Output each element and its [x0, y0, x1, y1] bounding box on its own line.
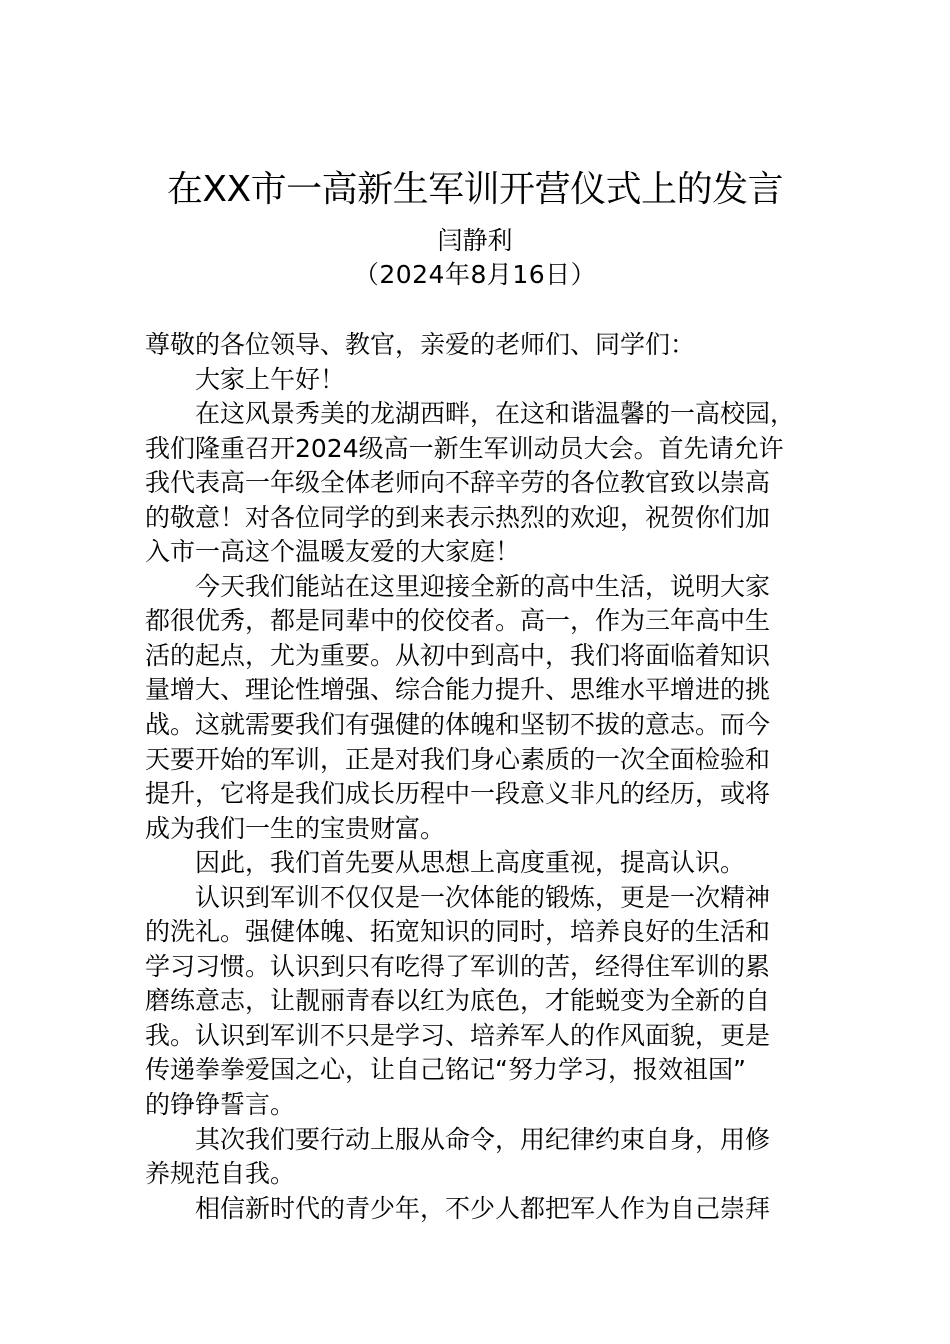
body-line: 磨练意志，让靓丽青春以红为底色，才能蜕变为全新的自 — [145, 986, 771, 1016]
author-name: 闫静利 — [437, 226, 513, 255]
body-line: 相信新时代的青少年，不少人都把军人作为自己崇拜 — [195, 1193, 771, 1223]
body-line: 量增大、理论性增强、综合能力提升、思维水平增进的挑 — [145, 675, 771, 705]
document-title: 在XX市一高新生军训开营仪式上的发言 — [166, 169, 784, 210]
body-line: 活的起点，尤为重要。从初中到高中，我们将面临着知识 — [145, 640, 771, 670]
body-line: 因此，我们首先要从思想上高度重视，提高认识。 — [195, 848, 746, 878]
body-line: 我代表高一年级全体老师向不辞辛劳的各位教官致以崇高 — [145, 468, 771, 498]
body-line: 我们隆重召开2024级高一新生军训动员大会。首先请允许 — [145, 433, 784, 463]
body-line: 战。这就需要我们有强健的体魄和坚韧不拔的意志。而今 — [145, 710, 771, 740]
body-line: 认识到军训不仅仅是一次体能的锻炼，更是一次精神 — [195, 882, 771, 912]
body-line: 我。认识到军训不只是学习、培养军人的作风面貌，更是 — [145, 1020, 771, 1050]
body-line: 成为我们一生的宝贵财富。 — [145, 813, 446, 843]
speech-date: （2024年8月16日） — [353, 260, 597, 289]
body-line: 学习习惯。认识到只有吃得了军训的苦，经得住军训的累 — [145, 951, 771, 981]
body-line: 尊敬的各位领导、教官，亲爱的老师们、同学们： — [145, 330, 696, 359]
body-line: 传递拳拳爱国之心，让自己铭记“努力学习，报效祖国” — [145, 1055, 746, 1085]
body-line: 其次我们要行动上服从命令，用纪律约束自身，用修 — [195, 1124, 771, 1154]
body-line: 提升，它将是我们成长历程中一段意义非凡的经历，或将 — [145, 779, 771, 809]
body-line: 入市一高这个温暖友爱的大家庭！ — [145, 537, 521, 567]
body-line: 都很优秀，都是同辈中的佼佼者。高一，作为三年高中生 — [145, 606, 771, 636]
body-line: 在这风景秀美的龙湖西畔，在这和谐温馨的一高校园， — [195, 399, 796, 429]
body-line: 的敬意！对各位同学的到来表示热烈的欢迎，祝贺你们加 — [145, 502, 771, 532]
body-line: 的铮铮誓言。 — [145, 1090, 296, 1120]
body-line: 今天我们能站在这里迎接全新的高中生活，说明大家 — [195, 571, 771, 601]
body-line: 大家上午好！ — [195, 364, 346, 394]
body-line: 天要开始的军训，正是对我们身心素质的一次全面检验和 — [145, 744, 771, 774]
speech-body — [145, 328, 835, 1226]
body-line: 的洗礼。强健体魄、拓宽知识的同时，培养良好的生活和 — [145, 917, 771, 947]
body-line: 养规范自我。 — [145, 1159, 296, 1189]
